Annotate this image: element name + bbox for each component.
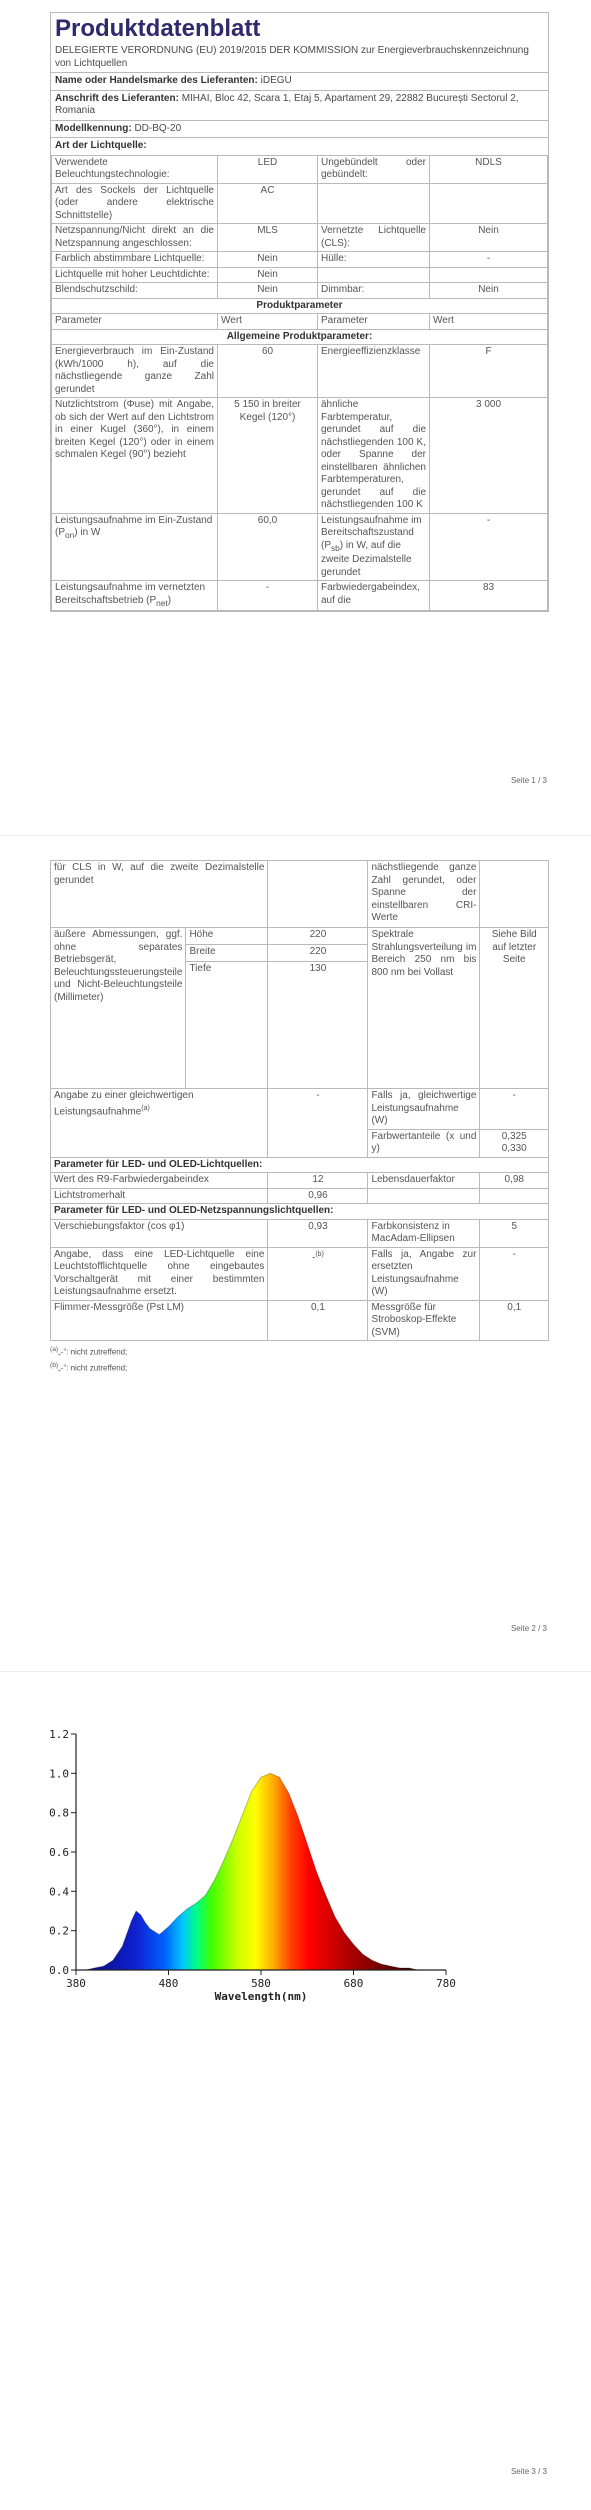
param-value: F xyxy=(430,345,548,398)
table-row xyxy=(52,283,548,299)
param-label: Flimmer-Messgröße (Pst LM) xyxy=(51,1300,268,1341)
dimension-value: 220 xyxy=(268,945,368,962)
address-value: MIHAI, Bloc 42, Scara 1, Etaj 5, Apartament 29, 22882 București Sectorul 2, Romania xyxy=(55,92,519,116)
table-row xyxy=(51,1173,549,1189)
x-tick-label: 580 xyxy=(251,1977,271,1990)
table-row xyxy=(52,298,548,314)
replace-value-text: - xyxy=(311,1251,316,1263)
regulation-text: DELEGIERTE VERORDNUNG (EU) 2019/2015 DER KOMMISSION zur Energieverbrauchskennzeichnung von Lichtquellen xyxy=(55,45,529,69)
y-tick-label: 0.8 xyxy=(49,1806,69,1820)
spectrum-chart xyxy=(46,1720,466,2010)
param-label xyxy=(318,513,430,581)
lamp-type-value: MLS xyxy=(218,224,318,252)
y-tick-label: 0.6 xyxy=(49,1846,69,1859)
x-tick-label: 680 xyxy=(343,1977,364,1990)
param-label: für CLS in W, auf die zweite Dezimalstelle gerundet xyxy=(51,861,268,928)
column-header: Parameter xyxy=(52,314,218,330)
y-tick-label: 0.2 xyxy=(49,1924,69,1938)
params-table-continued xyxy=(50,860,549,1341)
lamp-type-label: Ungebündelt oder gebündelt: xyxy=(318,155,430,183)
lamp-type-label: Blendschutzschild: xyxy=(52,283,218,299)
lamp-type-label: Hülle: xyxy=(318,252,430,268)
table-row xyxy=(51,1219,549,1247)
x-tick-label: 380 xyxy=(66,1977,86,1990)
table-row xyxy=(51,928,549,945)
param-label-text: Leistungsaufnahme im vernetzten Bereitschaftsbetrieb (P xyxy=(55,582,206,606)
param-value: - xyxy=(480,1247,549,1300)
table-row xyxy=(51,1157,549,1173)
page-3 xyxy=(0,1672,591,2508)
footnote-mark: (a) xyxy=(50,1346,59,1353)
equiv-watts-label: Falls ja, gleichwertige Leistungsaufnahme (W) xyxy=(368,1089,480,1130)
param-label xyxy=(52,513,218,581)
param-value: 3 000 xyxy=(430,398,548,514)
chromaticity-y: 0,330 xyxy=(501,1143,527,1154)
table-row xyxy=(52,224,548,252)
dimension-name: Höhe xyxy=(186,928,268,945)
param-value: 12 xyxy=(268,1173,368,1189)
table-row xyxy=(51,1188,549,1204)
lamp-type-value: Nein xyxy=(430,224,548,252)
lamp-type-label: Netzspannung/Nicht direkt an die Netzspannung angeschlossen: xyxy=(52,224,218,252)
table-row xyxy=(52,513,548,581)
equiv-power-text: Angabe zu einer gleichwertigen Leistungsaufnahme xyxy=(54,1090,194,1117)
param-label: Farbkonsistenz in MacAdam-Ellipsen xyxy=(368,1219,480,1247)
x-tick-label: 780 xyxy=(436,1977,456,1990)
param-value: 0,1 xyxy=(268,1300,368,1341)
param-label: Farbwiedergabeindex, auf die xyxy=(318,581,430,611)
dimensions-label: äußere Abmessungen, ggf. ohne separates Betriebsgerät, Beleuchtungssteuerungsteile und Nicht-Beleuchtungsteile (Millimeter) xyxy=(51,928,186,1089)
param-label: Nutzlichtstrom (Φuse) mit Angabe, ob sich der Wert auf den Lichtstrom in einer Kugel (360°), in einem breiten Kegel (120°) oder in einem schmalen Kegel (90°) bezieht xyxy=(52,398,218,514)
param-label: Energieeffizienzklasse xyxy=(318,345,430,398)
param-value xyxy=(480,1188,549,1204)
lamp-type-value: AC xyxy=(218,183,318,224)
table-row xyxy=(51,1204,549,1220)
param-label-text: ) in W, auf die zweite Dezimalstelle gerundet xyxy=(321,539,412,578)
param-value xyxy=(268,1247,368,1300)
param-label: Lebensdauerfaktor xyxy=(368,1173,480,1189)
param-label-sub: on xyxy=(65,530,75,540)
page-2 xyxy=(0,836,591,1672)
lamp-type-value: - xyxy=(430,252,548,268)
param-label: Angabe, dass eine LED-Lichtquelle eine Leuchtstofflichtquelle ohne eingebautes Vorschaltgerät mit einer bestimmten Leistungsaufnahme ersetzt. xyxy=(51,1247,268,1300)
datasheet-frame-2 xyxy=(50,860,549,1374)
model-value: DD-BQ-20 xyxy=(134,122,182,134)
table-row xyxy=(52,345,548,398)
footnote-mark: (b) xyxy=(50,1361,59,1369)
table-row xyxy=(51,1300,549,1341)
param-label: Messgröße für Stroboskop-Effekte (SVM) xyxy=(368,1300,480,1341)
x-axis-label: Wavelength(nm) xyxy=(214,1990,308,2003)
lamp-type-label: Verwendete Beleuchtungstechnologie: xyxy=(52,155,218,183)
param-label: Falls ja, Angabe zur ersetzten Leistungsaufnahme (W) xyxy=(368,1247,480,1300)
lamp-type-label xyxy=(318,183,430,224)
param-value: 5 xyxy=(480,1219,549,1247)
lamp-type-label: Lichtquelle mit hoher Leuchtdichte: xyxy=(52,267,218,283)
footnote-a xyxy=(50,1343,549,1359)
param-label: nächstliegende ganze Zahl gerundet, oder Spanne der einstellbaren CRI-Werte xyxy=(368,861,480,928)
footnote-text: „-“: nicht zutreffend; xyxy=(58,1363,128,1373)
dimension-value: 130 xyxy=(268,962,368,1089)
table-row xyxy=(52,398,548,514)
param-value: 60 xyxy=(218,345,318,398)
column-header: Wert xyxy=(430,314,548,330)
param-label-text: ) in W xyxy=(74,527,101,538)
lamp-type-label: Farblich abstimmbare Lichtquelle: xyxy=(52,252,218,268)
led-params-heading: Parameter für LED- und OLED-Lichtquellen: xyxy=(51,1157,549,1173)
spectrum-area xyxy=(85,1773,446,1970)
table-row xyxy=(52,252,548,268)
lamp-type-label: Dimmbar: xyxy=(318,283,430,299)
footnote-text: „-“: nicht zutreffend; xyxy=(58,1347,128,1357)
lamp-type-value: Nein xyxy=(218,252,318,268)
param-value: 0,96 xyxy=(268,1188,368,1204)
table-row xyxy=(52,329,548,345)
param-value: 0,93 xyxy=(268,1219,368,1247)
lamp-type-value: Nein xyxy=(430,283,548,299)
lamp-type-value xyxy=(430,183,548,224)
chromaticity-label: Farbwertanteile (x und y) xyxy=(368,1129,480,1157)
lamp-type-label: Art des Sockels der Lichtquelle (oder andere elektrische Schnittstelle) xyxy=(52,183,218,224)
lamp-type-value: Nein xyxy=(218,267,318,283)
brand-value: iDEGU xyxy=(260,75,292,86)
lamp-type-label: Vernetzte Lichtquelle (CLS): xyxy=(318,224,430,252)
table-row xyxy=(51,1089,549,1130)
spectral-value: Siehe Bild auf letzter Seite xyxy=(480,928,549,1089)
footnote-ref: (a) xyxy=(141,1104,150,1112)
lamp-type-value: Nein xyxy=(218,283,318,299)
y-tick-label: 1.0 xyxy=(49,1767,69,1781)
param-value: 0,98 xyxy=(480,1173,549,1189)
lamp-type-heading: Art der Lichtquelle: xyxy=(51,137,548,155)
lamp-type-value xyxy=(430,267,548,283)
param-label-text: Leistungsaufnahme im Bereitschaftszustand (P xyxy=(321,514,422,551)
mains-params-heading: Parameter für LED- und OLED-Netzspannungslichtquellen: xyxy=(51,1204,549,1220)
param-label: Wert des R9-Farbwiedergabeindex xyxy=(51,1173,268,1189)
param-label-text: ) xyxy=(167,594,172,606)
brand-line xyxy=(51,72,548,90)
product-params-heading: Produktparameter xyxy=(52,298,548,314)
param-value: 0,1 xyxy=(480,1300,549,1341)
param-value xyxy=(480,861,549,928)
plot-area xyxy=(49,1728,456,2003)
chromaticity-x: 0,325 xyxy=(501,1130,527,1142)
page-number: Seite 3 / 3 xyxy=(510,2467,547,2476)
equiv-watts-value: - xyxy=(480,1089,549,1130)
dimension-name: Breite xyxy=(186,945,268,962)
spectral-label: Spektrale Strahlungsverteilung im Bereich 250 nm bis 800 nm bei Vollast xyxy=(368,928,480,1089)
lamp-type-value: LED xyxy=(218,155,318,183)
brand-label: Name oder Handelsmarke des Lieferanten: xyxy=(55,75,258,86)
document-title: Produktdatenblatt xyxy=(55,15,261,42)
column-header: Parameter xyxy=(318,314,430,330)
param-label: ähnliche Farbtemperatur, gerundet auf die nächstliegenden 100 K, oder Spanne der einstellbaren ähnlichen Farbtemperaturen, gerundet auf die nächstliegenden 100 K xyxy=(318,398,430,514)
x-tick-label: 480 xyxy=(158,1977,179,1990)
lamp-type-table xyxy=(51,155,548,612)
dimension-name: Tiefe xyxy=(186,962,268,1089)
model-label: Modellkennung: xyxy=(55,122,132,134)
y-tick-label: 0.0 xyxy=(49,1964,69,1977)
param-value: 5 150 in breiter Kegel (120°) xyxy=(218,398,318,514)
equiv-power-value: - xyxy=(268,1089,368,1158)
param-label: Energieverbrauch im Ein-Zustand (kWh/1000 h), auf die nächstliegende ganze Zahl gerundet xyxy=(52,345,218,398)
column-header: Wert xyxy=(218,314,318,330)
address-line xyxy=(51,90,548,120)
page-number: Seite 2 / 3 xyxy=(510,1624,547,1633)
lamp-type-value: NDLS xyxy=(430,155,548,183)
param-label-text: Leistungsaufnahme im Ein-Zustand (P xyxy=(55,514,213,538)
table-row xyxy=(51,1247,549,1300)
table-row xyxy=(52,155,548,183)
param-label-sub: sb xyxy=(331,542,340,553)
table-row xyxy=(51,861,549,928)
param-label: Verschiebungsfaktor (cos φ1) xyxy=(51,1219,268,1247)
param-value xyxy=(268,861,368,928)
param-label-sub: net xyxy=(156,597,168,608)
table-row xyxy=(52,314,548,330)
table-row xyxy=(52,267,548,283)
page-number: Seite 1 / 3 xyxy=(510,776,547,785)
footnote-b xyxy=(50,1359,549,1375)
footnote-ref: (b) xyxy=(315,1250,324,1258)
y-tick-label: 1.2 xyxy=(49,1728,69,1741)
dimension-value: 220 xyxy=(268,928,368,945)
model-line xyxy=(51,120,548,138)
param-value: 60,0 xyxy=(218,513,318,581)
address-label: Anschrift des Lieferanten: xyxy=(55,92,179,104)
page-1 xyxy=(0,0,591,836)
param-value: - xyxy=(430,513,548,581)
param-value: 83 xyxy=(430,581,548,611)
param-label xyxy=(368,1188,480,1204)
equiv-power-label xyxy=(51,1089,268,1158)
y-tick-label: 0.4 xyxy=(49,1885,69,1899)
datasheet-frame-1 xyxy=(50,12,549,612)
table-row xyxy=(52,183,548,224)
param-label: Lichtstromerhalt xyxy=(51,1188,268,1204)
param-value: - xyxy=(218,581,318,611)
lamp-type-label xyxy=(318,267,430,283)
general-params-heading: Allgemeine Produktparameter: xyxy=(52,329,548,345)
chromaticity-value xyxy=(480,1129,549,1157)
param-label xyxy=(52,581,218,611)
table-row xyxy=(52,581,548,611)
